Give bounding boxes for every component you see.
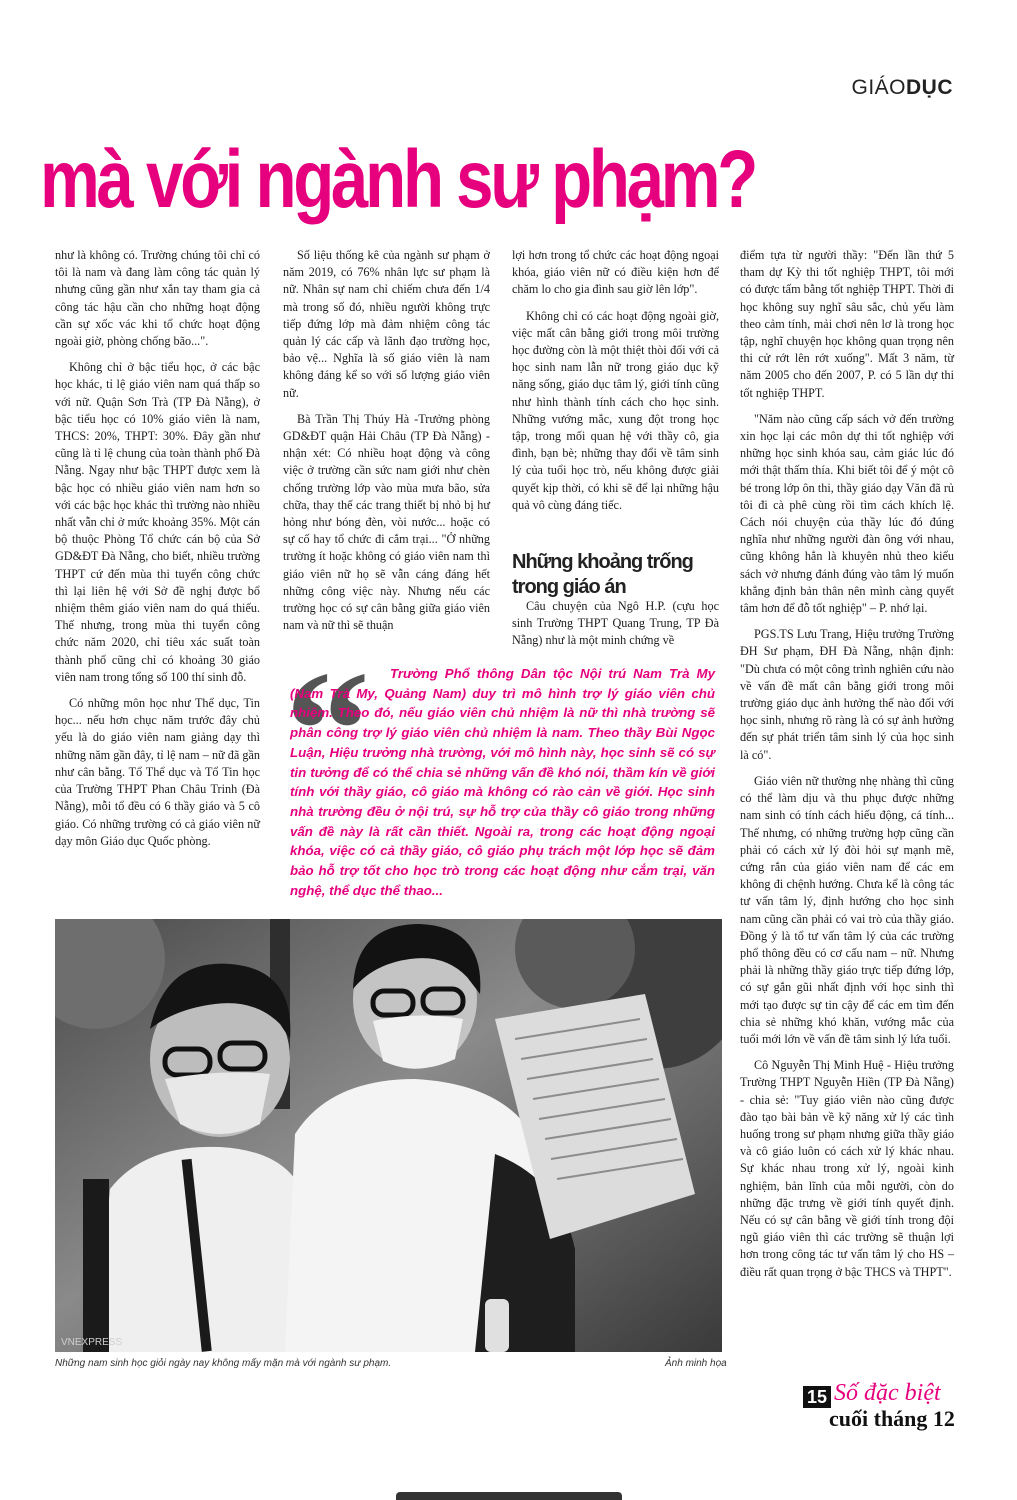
paragraph: Số liệu thống kê của ngành sư phạm ở năm 2019, có 76% nhân lực sư phạm là nữ. Nhân sự nam chỉ chiếm chưa đến 1/4 mà trong số đó, nhiều người không trực tiếp đứng lớp mà đảm nhiệm công tác quản lý các cấp và lãnh đạo trường học, bảo vệ... Nghĩa là số giáo viên là nam không đáng kể so với số lượng giáo viên nữ. xyxy=(283,248,490,400)
article-column-2 xyxy=(283,247,490,643)
paragraph: "Năm nào cũng cấp sách vở đến trường xin học lại các môn dự thi tốt nghiệp với những học sinh khóa sau, cảm giác lúc đó mới thật thấm thía. Khi biết tôi để ý một cô bé trong lớp ôn thi, thầy giáo dạy Văn đã rủ tôi đi cà phê cùng rồi tìm cách khích lệ. Cách nói chuyện của thầy lúc đó đúng nghĩa như những người đàn ông với nhau, cũng không hẳn là khuyên nhủ theo kiểu sách vở nhưng đánh đúng vào tâm lý muốn khẳng định bản thân nên mình càng quyết tâm hơn để đỗ tốt nghiệp" – P. nhớ lại. xyxy=(740,411,954,616)
section-label xyxy=(851,76,953,100)
home-indicator-bar[interactable] xyxy=(396,1492,622,1500)
paragraph: Không chỉ có các hoạt động ngoài giờ, việc mất cân bằng giới trong môi trường học đường còn là một thiệt thòi đối với cả học sinh nam lẫn nữ trong giáo dục kỹ năng sống, giáo dục tâm lý, giới tính cũng như hình thành tính cách cho học sinh. Những vướng mắc, xung đột trong học tập, trong mối quan hệ với thầy cô, gia đình, bạn bè; những thay đổi về tâm sinh lý của tuổi học trò, nếu không được giải quyết kịp thời, có khi sẽ để lại những hậu quả vô cùng đáng tiếc. xyxy=(512,308,719,512)
pull-quote: Trường Phổ thông Dân tộc Nội trú Nam Trà My (Nam Trà My, Quảng Nam) duy trì mô hình trợ lý giáo viên chủ nhiệm. Theo đó, nếu giáo viên chủ nhiệm là nữ thì nhà trường sẽ phân công trợ lý giáo viên chủ nhiệm là nam. Theo thầy Bùi Ngọc Luận, Hiệu trưởng nhà trường, với mô hình này, học sinh sẽ có sự tin tưởng để có thể chia sẻ những vấn đề khó nói, thầm kín về giới tính với thầy giáo, cô giáo mà không có rào cản về giới. Học sinh nhà trường đều ở nội trú, sự hỗ trợ của thầy cô giáo trong những vấn đề này là rất cần thiết. Ngoài ra, trong các hoạt động ngoại khóa, việc có cả thầy giáo, cô giáo phụ trách một lớp học sẽ đảm bảo hỗ trợ tốt cho học trò trong các hoạt động như cắm trại, văn nghệ, thể dục thể thao... xyxy=(290,666,715,898)
photo-credit: Ảnh minh họa xyxy=(665,1358,727,1369)
article-column-4 xyxy=(740,247,954,1290)
paragraph: lợi hơn trong tổ chức các hoạt động ngoại khóa, giáo viên nữ có điều kiện hơn để chăm lo cho gia đình sau giờ lên lớp". xyxy=(512,248,719,297)
paragraph: Có những môn học như Thể dục, Tin học... nếu hơn chục năm trước đây chủ yếu là do giáo viên nam giảng dạy thì những năm gần đây, tỉ lệ nam – nữ đã gần như cân bằng. Tổ Thể dục và Tổ Tin học của Trường THPT Phan Châu Trinh (Đà Nẵng), mỗi tổ đều có 6 thầy giáo và 5 cô giáo. Có những trường có cả giáo viên nữ dạy môn Giáo dục Quốc phòng. xyxy=(55,696,260,848)
page-number: 15 xyxy=(803,1386,831,1408)
photo-caption: Những nam sinh học giỏi ngày nay không mấy mặn mà với ngành sư phạm. xyxy=(55,1358,392,1369)
paragraph: Câu chuyện của Ngô H.P. (cựu học sinh Trường THPT Quang Trung, TP Đà Nẵng) như là một minh chứng về xyxy=(512,599,719,648)
article-column-3-continued xyxy=(512,598,719,659)
section-label-bold: DỤC xyxy=(906,76,953,99)
section-label-light: GIÁO xyxy=(851,76,906,99)
paragraph: Bà Trần Thị Thúy Hà -Trưởng phòng GD&ĐT quận Hải Châu (TP Đà Nẵng) - nhận xét: Có nhiều hoạt động và công việc ở trường cần sức nam giới như chèn chống trường lớp vào mùa mưa bão, sửa chữa, thay thế các trang thiết bị nhỏ bị hư hỏng như bóng đèn, vòi nước... hoặc có sự cố hay tổ chức đi cắm trại... "Ở những trường ít hoặc không có giáo viên nam thì giáo viên nữ họ sẽ vẫn cáng đáng hết những công việc này. Nhưng nếu các trường học có sự cân bằng giữa giáo viên nam và nữ thì sẽ thuận xyxy=(283,411,490,633)
issue-label-line2: cuối tháng 12 xyxy=(829,1406,955,1431)
article-photo xyxy=(55,919,722,1352)
photo-watermark: VNEXPRESS xyxy=(61,1337,123,1348)
article-column-3 xyxy=(512,247,719,523)
quote-mark-icon: “ xyxy=(285,636,370,824)
paragraph: Không chỉ ở bậc tiểu học, ở các bậc học khác, tỉ lệ giáo viên nam quá thấp so với nữ. Quận Sơn Trà (TP Đà Nẵng), ở bậc tiểu học có 10% giáo viên là nam, THCS: 20%, THPT: 30%. Đây gần như cũng là tỉ lệ chung của toàn thành phố Đà Nẵng. Ngay như bậc THPT được xem là bậc học có nhiều giáo viên nam hơn so với các bậc học khác thì trường nào nhiều nhất vẫn chỉ ở mức khoảng 35%. Một cán bộ thuộc Phòng Tổ chức cán bộ của Sở GD&ĐT Đà Nẵng, cho biết, nhiều trường THPT cứ đến mùa thi tuyển công chức thì lại liên hệ với Sở đề nghị được bổ nhiệm thêm giáo viên nam do quá thiếu. Thế nhưng, trong mùa thi tuyển công chức năm 2020, chỉ tiêu xác suất toàn thành phố cũng chỉ có khoảng 30 giáo viên nam trong tổng số 100 thí sinh đỗ. xyxy=(55,360,260,684)
headline: mà với ngành sư phạm? xyxy=(40,134,756,225)
issue-label-line1: Số đặc biệt xyxy=(834,1380,941,1406)
article-column-1 xyxy=(55,247,260,859)
students-photo-illustration xyxy=(55,919,722,1352)
paragraph: PGS.TS Lưu Trang, Hiệu trưởng Trường ĐH Sư phạm, ĐH Đà Nẵng, nhận định: "Dù chưa có một công trình nghiên cứu nào về vấn đề mất cân bằng giới trong môi trường giáo dục ảnh hưởng thế nào đối với học sinh, nhưng rõ ràng là có sự ảnh hưởng đến sự phát triển tâm sinh lý của học sinh là có". xyxy=(740,627,954,762)
paragraph: điểm tựa từ người thầy: "Đến lần thứ 5 tham dự Kỳ thi tốt nghiệp THPT, tôi mới có được tấm bằng tốt nghiệp THPT. Thời đi học không suy nghĩ sâu sắc, chủ yếu làm theo cảm tính, mải chơi nên lơ là trong học tập, nghĩ chuyện học không quan trọng nên thi cử rớt lên rớt xuống". Mất 3 năm, từ năm 2005 cho đến 2007, P. có 5 lần dự thi tốt nghiệp THPT. xyxy=(740,248,954,400)
paragraph: Cô Nguyễn Thị Minh Huệ - Hiệu trưởng Trường THPT Nguyễn Hiền (TP Đà Nẵng) - chia sẻ: "Tuy giáo viên nào cũng được đào tạo bài bản về kỹ năng xử lý các tình huống trong sư phạm nhưng giữa thầy giáo và cô giáo luôn có cách xử lý khác nhau. Sự khác nhau trong xử lý, ngoài kinh nghiệm, bản lĩnh của mỗi người, còn do những đặc trưng về giới tính quyết định. Nếu có sự cân bằng về giới tính trong đội ngũ giáo viên thì các trường sẽ thuận lợi hơn trong công tác tư vấn tâm lý cho HS – điều rất quan trọng ở bậc THCS và THPT". xyxy=(740,1058,954,1279)
paragraph: như là không có. Trường chúng tôi chỉ có tôi là nam và đang làm công tác quản lý nhưng cũng gần như xắn tay tham gia cả công tác hậu cần cho những hoạt động cần sự xốc vác khi tổ chức hoạt động ngoài giờ, phòng chống bão...". xyxy=(55,248,260,349)
paragraph: Giáo viên nữ thường nhẹ nhàng thì cũng có thể làm dịu và thu phục được những nam sinh có tính cách hiếu động, cá tính... Thế nhưng, có những trường hợp cũng cần phải có cách xử lý đòi hỏi sự mạnh mẽ, cứng rắn của giáo viên nam để các em không đi chệnh hướng. Chưa kể là công tác tư vấn tâm lý, định hướng cho học sinh nam cũng cần phải có vai trò của thầy giáo. Đồng ý là tổ tư vấn tâm lý của các trường phổ thông đều có cơ cấu nam – nữ. Nhưng phải là những thầy giáo trực tiếp đứng lớp, có sự gắn gũi nhất định với học sinh thì mới tạo được sự tin cậy để các em tìm đến chia sẻ những khó khăn, vướng mắc của tuổi mới lớn về vấn đề tâm sinh lý lứa tuổi. xyxy=(740,773,954,1046)
subheading: Những khoảng trống trong giáo án xyxy=(512,551,693,598)
